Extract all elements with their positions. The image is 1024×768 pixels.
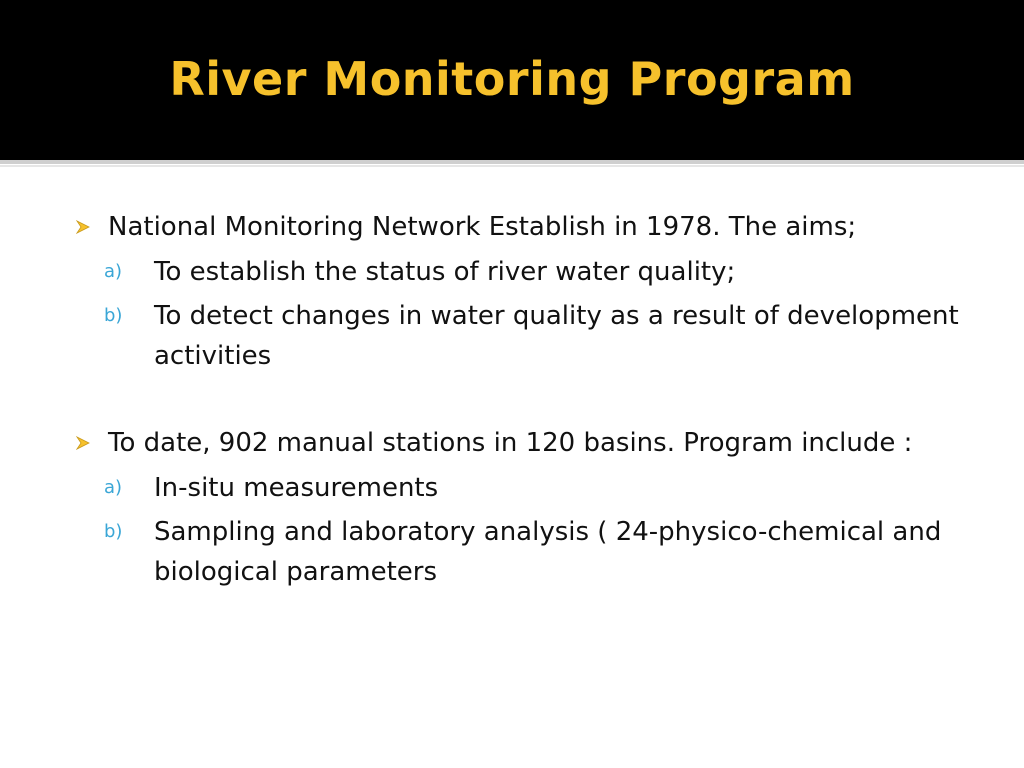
sub-item-letter: b) [104, 521, 123, 542]
sub-list [72, 252, 992, 376]
sub-item-text: Sampling and laboratory analysis ( 24-physico-chemical and biological parameters [154, 517, 942, 587]
spacer [72, 380, 992, 424]
bullet-block-1 [72, 208, 992, 376]
sub-item [72, 512, 992, 592]
arrowhead-bullet-icon [76, 436, 90, 450]
bullet-text: National Monitoring Network Establish in 1978. The aims; [108, 212, 857, 242]
sub-item-letter: a) [104, 261, 123, 282]
arrowhead-bullet-icon [76, 220, 90, 234]
sub-list [72, 468, 992, 592]
slide-body [72, 208, 992, 596]
sub-item [72, 468, 992, 508]
title-divider [0, 160, 1024, 164]
sub-item-text: To detect changes in water quality as a result of development activities [154, 301, 959, 371]
sub-item-text: In-situ measurements [154, 473, 439, 503]
bullet-item [72, 208, 992, 246]
sub-item [72, 252, 992, 292]
title-divider-shadow [0, 165, 1024, 167]
sub-item-letter: b) [104, 305, 123, 326]
slide-title: River Monitoring Program [169, 52, 855, 106]
bullet-text: To date, 902 manual stations in 120 basins. Program include : [108, 428, 913, 458]
bullet-item [72, 424, 992, 462]
bullet-block-2 [72, 424, 992, 592]
sub-item-letter: a) [104, 477, 123, 498]
title-bar [0, 0, 1024, 160]
sub-item [72, 296, 992, 376]
sub-item-text: To establish the status of river water quality; [154, 257, 736, 287]
